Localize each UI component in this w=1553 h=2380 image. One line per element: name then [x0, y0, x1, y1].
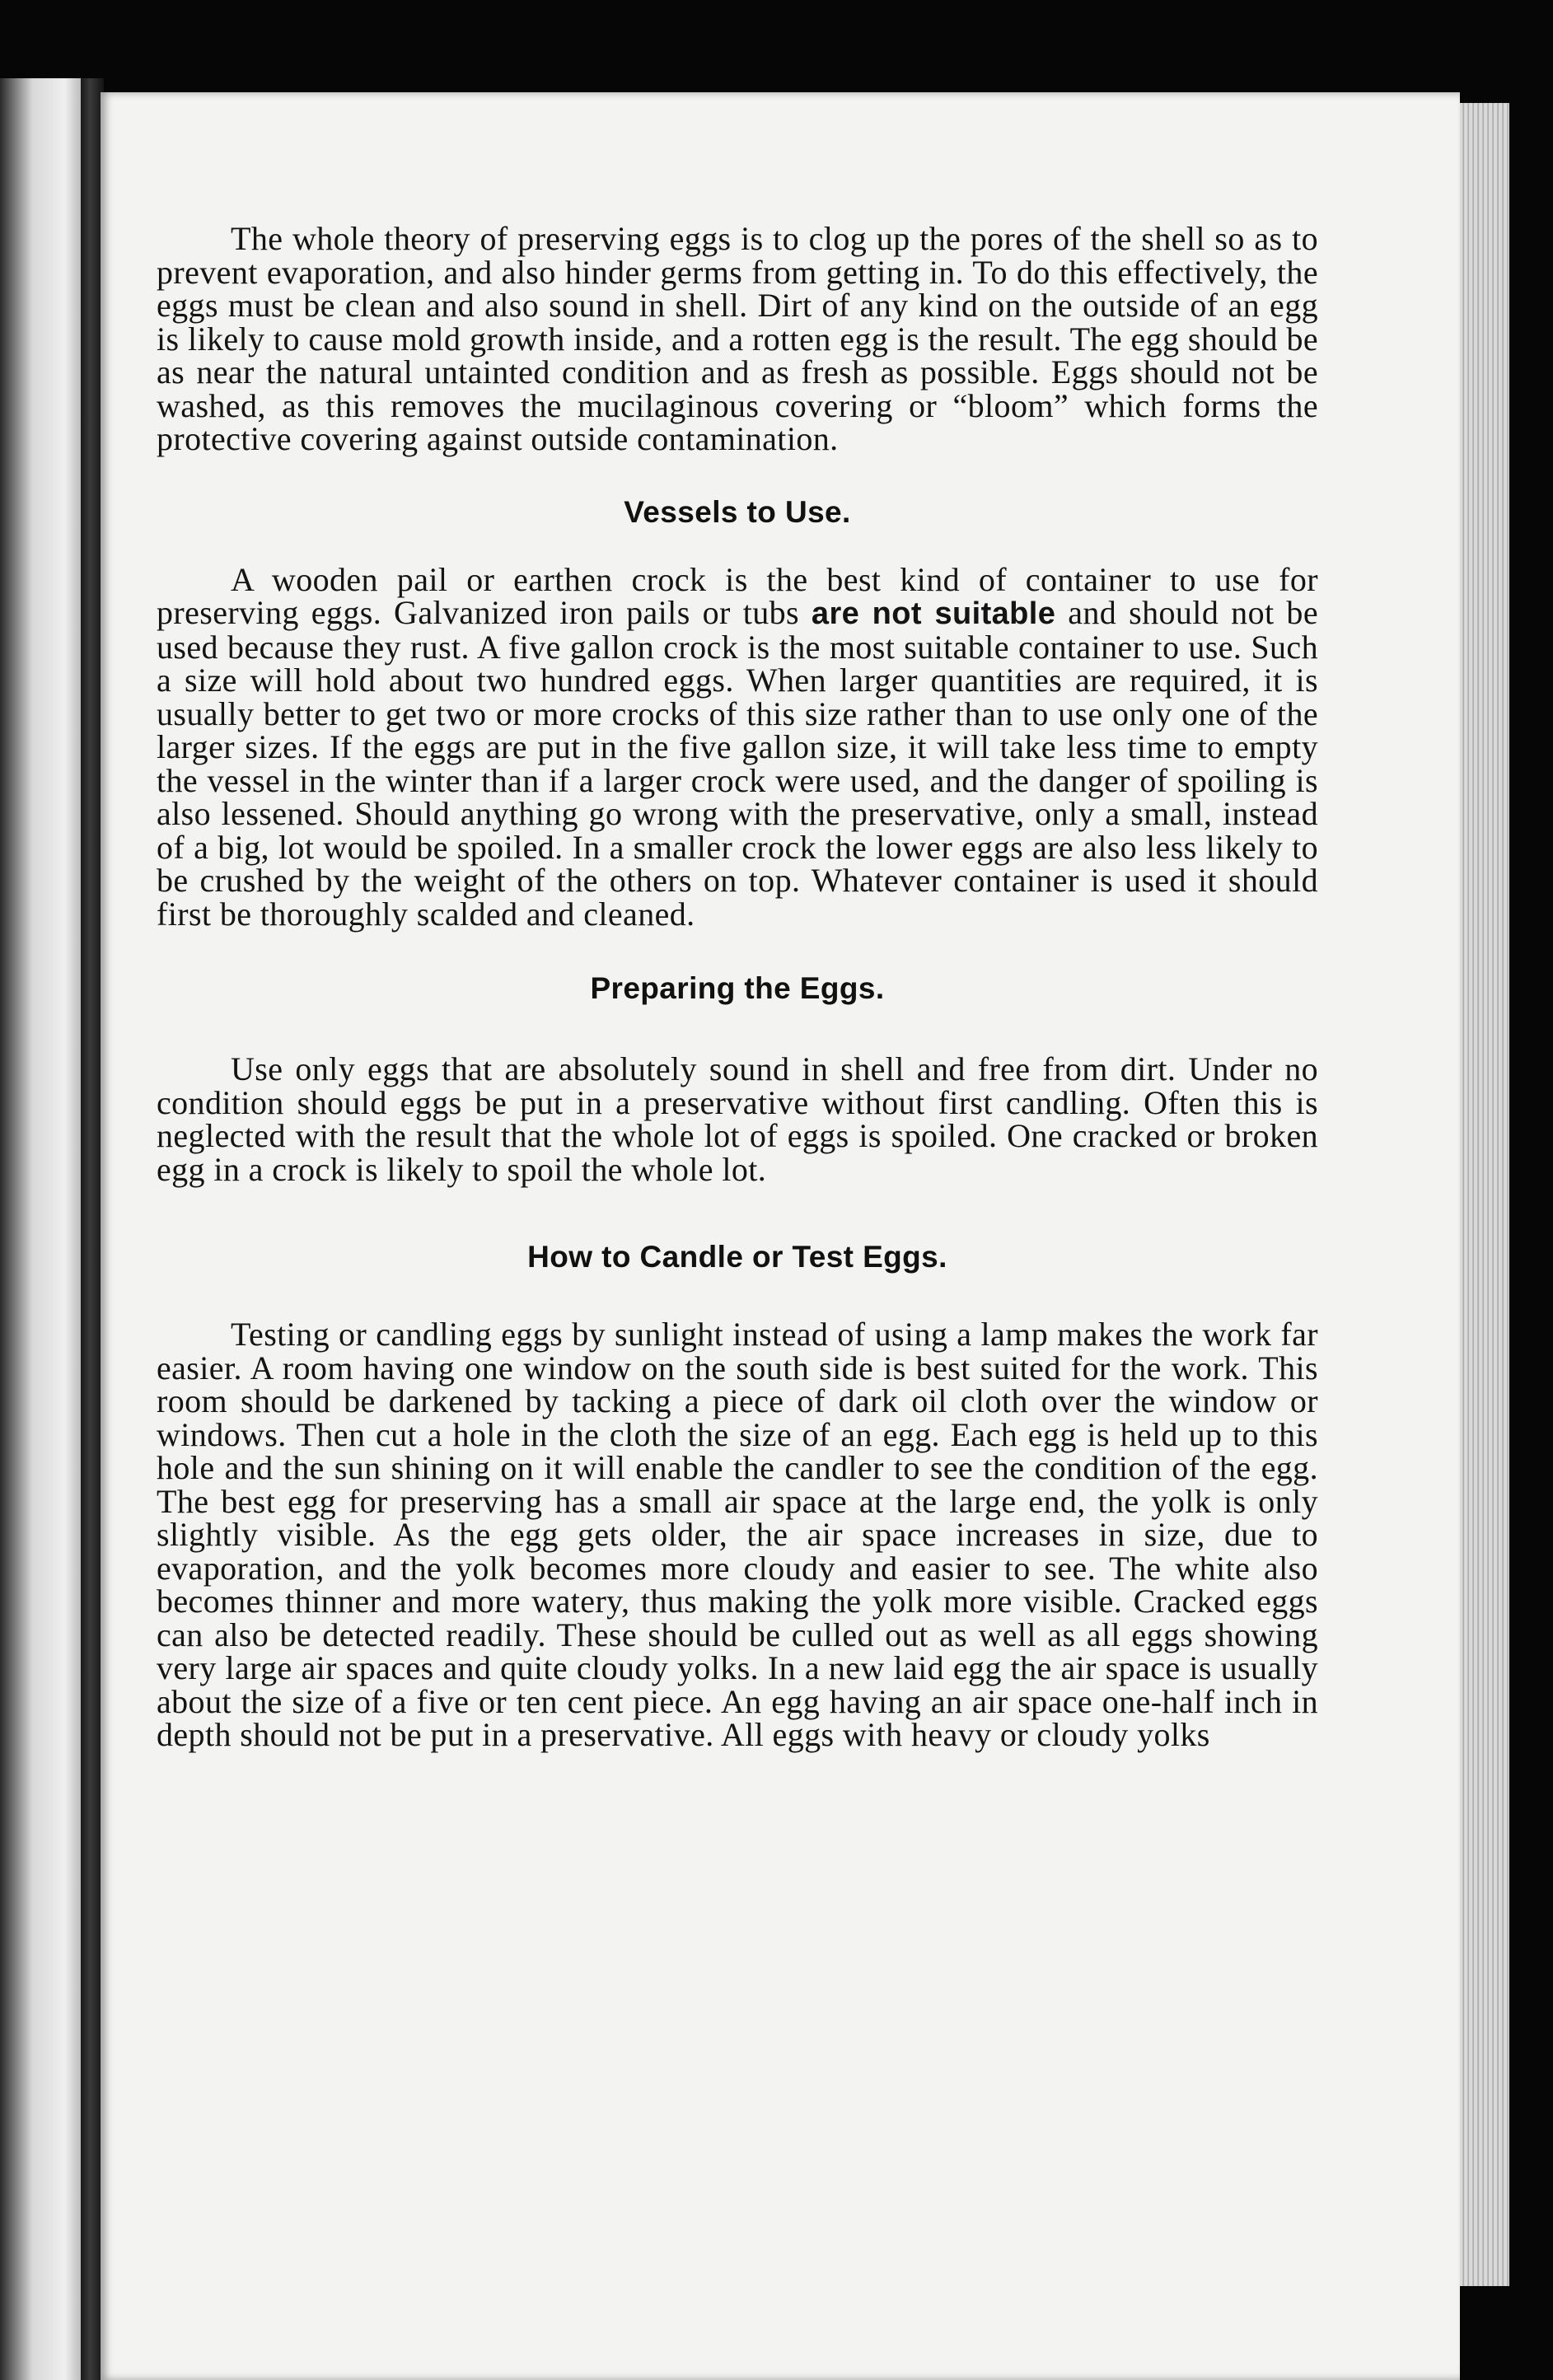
page-stack-edges	[1460, 103, 1509, 2286]
page-text	[157, 222, 1318, 1752]
vessels-emphasis: are not suitable	[811, 596, 1056, 631]
facing-page-edge	[0, 78, 81, 2380]
vessels-text-a: A wooden pail or earthen crock is the best kind of container to use for preserving eggs. Galvanized iron pails or tubs	[157, 560, 1318, 631]
heading-preparing: Preparing the Eggs.	[590, 971, 885, 1005]
preparing-paragraph: Use only eggs that are absolutely sound in shell and free from dirt. Under no condition should eggs be put in a preservative without first candling. Often this is neglected with the result that the whole lot of eggs is spoiled. One cracked or broken egg in a crock is likely to spoil the whole lot.	[157, 1050, 1318, 1188]
vessels-paragraph	[157, 560, 1318, 933]
heading-candle: How to Candle or Test Eggs.	[527, 1240, 947, 1274]
candle-paragraph: Testing or candling eggs by sunlight instead of using a lamp makes the work far easier. A room having one window on the south side is best suited for the work. This room should be darkened by tacking a piece of dark oil cloth over the window or windows. Then cut a hole in the cloth the size of an egg. Each egg is held up to this hole and the sun shining on it will enable the candler to see the condition of the egg. The best egg for preserving has a small air space at the large end, the yolk is only slightly visible. As the egg gets older, the air space increases in size, due to evaporation, and the yolk becomes more cloudy and easier to see. The white also becomes thinner and more watery, thus making the yolk more visible. Cracked eggs can also be detected readily. These should be culled out as well as all eggs showing very large air spaces and quite cloudy yolks. In a new laid egg the air space is usually about the size of a five or ten cent piece. An egg having an air space one-half inch in depth should not be put in a preservative. All eggs with heavy or cloudy yolks	[157, 1316, 1318, 1753]
heading-vessels: Vessels to Use.	[624, 494, 851, 529]
intro-paragraph: The whole theory of preserving eggs is to clog up the pores of the shell so as to prevent evaporation, and also hinder germs from getting in. To do this effectively, the eggs must be clean and also sound in shell. Dirt of any kind on the outside of an egg is likely to cause mold growth inside, and a rotten egg is the result. The egg should be as near the natural untainted condition and as fresh as possible. Eggs should not be washed, as this removes the mucilaginous covering or “bloom” which forms the protective covering against outside contamination.	[157, 220, 1318, 457]
vessels-text-c: and should not be used because they rust. A five gallon crock is the most suitable container to use. Such a size will hold about two hundred eggs. When larger quantities are required, it is usually better to get two or more crocks of this size rather than to use only one of the larger sizes. If the eggs are put in the five gallon size, it will take less time to empty the vessel in the winter than if a larger crock were used, and the danger of spoiling is also lessened. Should anything go wrong with the preservative, only a small, instead of a big, lot would be spoiled. In a smaller crock the lower eggs are also less likely to be crushed by the weight of the others on top. Whatever container is used it should first be thoroughly scalded and cleaned.	[157, 594, 1318, 933]
